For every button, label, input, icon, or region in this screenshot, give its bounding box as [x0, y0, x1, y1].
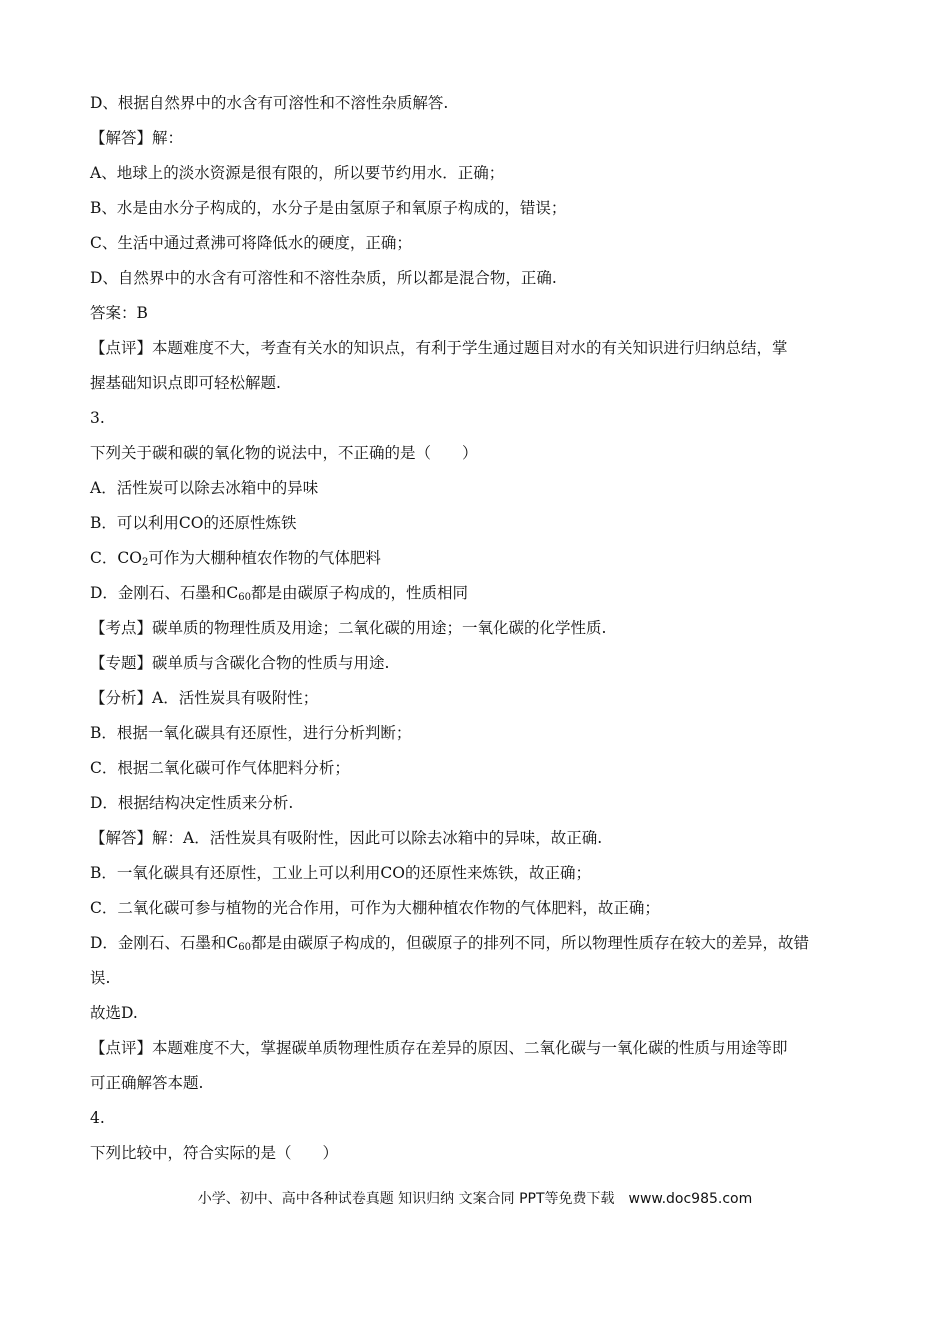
- text-line: B、水是由水分子构成的，水分子是由氢原子和氧原子构成的，错误；: [90, 199, 567, 217]
- analysis-line: B．根据一氧化碳具有还原性，进行分析判断；: [90, 724, 412, 742]
- analysis-line: 【分析】A．活性炭具有吸附性；: [90, 689, 319, 707]
- document-body: [90, 86, 870, 1171]
- option-d-prefix: D．金刚石、石墨和C: [90, 584, 239, 602]
- kaodian-line: 【考点】碳单质的物理性质及用途；二氧化碳的用途；一氧化碳的化学性质.: [90, 619, 607, 637]
- option-c-suffix: 可作为大棚种植农作物的气体肥料: [148, 549, 381, 567]
- solution-line-cont: 误.: [90, 969, 111, 987]
- option-c-prefix: C．CO: [90, 549, 142, 567]
- option-d-suffix: 都是由碳原子构成的，性质相同: [251, 584, 469, 602]
- solution-line: C．二氧化碳可参与植物的光合作用，可作为大棚种植农作物的气体肥料，故正确；: [90, 899, 660, 917]
- comment-line-cont: 握基础知识点即可轻松解题.: [90, 374, 281, 392]
- option-d-subscript: 60: [238, 592, 252, 603]
- option-d: [90, 576, 870, 611]
- text-line: A、地球上的淡水资源是很有限的，所以要节约用水．正确；: [90, 164, 505, 182]
- comment-line-cont: 可正确解答本题.: [90, 1074, 204, 1092]
- comment-line: 【点评】本题难度不大，掌握碳单质物理性质存在差异的原因、二氧化碳与一氧化碳的性质与用途等即: [90, 1039, 788, 1057]
- option-a: A．活性炭可以除去冰箱中的异味: [90, 479, 319, 497]
- analysis-line: D．根据结构决定性质来分析.: [90, 794, 294, 812]
- solution-d-subscript: 60: [238, 942, 252, 953]
- page-footer: 小学、初中、高中各种试卷真题 知识归纳 文案合同 PPT等免费下载 www.doc985.com: [197, 1191, 753, 1207]
- comment-line: 【点评】本题难度不大，考查有关水的知识点，有利于学生通过题目对水的有关知识进行归纳总结，掌: [90, 339, 788, 357]
- option-c-subscript: 2: [141, 557, 149, 568]
- question-stem: 下列关于碳和碳的氧化物的说法中，不正确的是（ ）: [90, 444, 478, 462]
- text-line: D、根据自然界中的水含有可溶性和不溶性杂质解答.: [90, 94, 449, 112]
- solution-d-suffix: 都是由碳原子构成的，但碳原子的排列不同，所以物理性质存在较大的差异，故错: [251, 934, 810, 952]
- option-b: B．可以利用CO的还原性炼铁: [90, 514, 297, 532]
- question-number: 3.: [90, 409, 105, 427]
- solution-line: B．一氧化碳具有还原性，工业上可以利用CO的还原性来炼铁，故正确；: [90, 864, 591, 882]
- answer-line: 答案：B: [90, 304, 148, 322]
- zhuanti-line: 【专题】碳单质与含碳化合物的性质与用途.: [90, 654, 390, 672]
- choice-line: 故选D.: [90, 1004, 138, 1022]
- solution-d-prefix: D．金刚石、石墨和C: [90, 934, 239, 952]
- solution-line-d: [90, 926, 870, 961]
- solution-line: 【解答】解：A．活性炭具有吸附性，因此可以除去冰箱中的异味，故正确.: [90, 829, 603, 847]
- question-number: 4.: [90, 1109, 105, 1127]
- question-stem: 下列比较中，符合实际的是（ ）: [90, 1144, 339, 1162]
- text-line: 【解答】解：: [90, 129, 184, 147]
- text-line: C、生活中通过煮沸可将降低水的硬度，正确；: [90, 234, 412, 252]
- analysis-line: C．根据二氧化碳可作气体肥料分析；: [90, 759, 350, 777]
- option-c: [90, 541, 870, 576]
- text-line: D、自然界中的水含有可溶性和不溶性杂质，所以都是混合物，正确.: [90, 269, 557, 287]
